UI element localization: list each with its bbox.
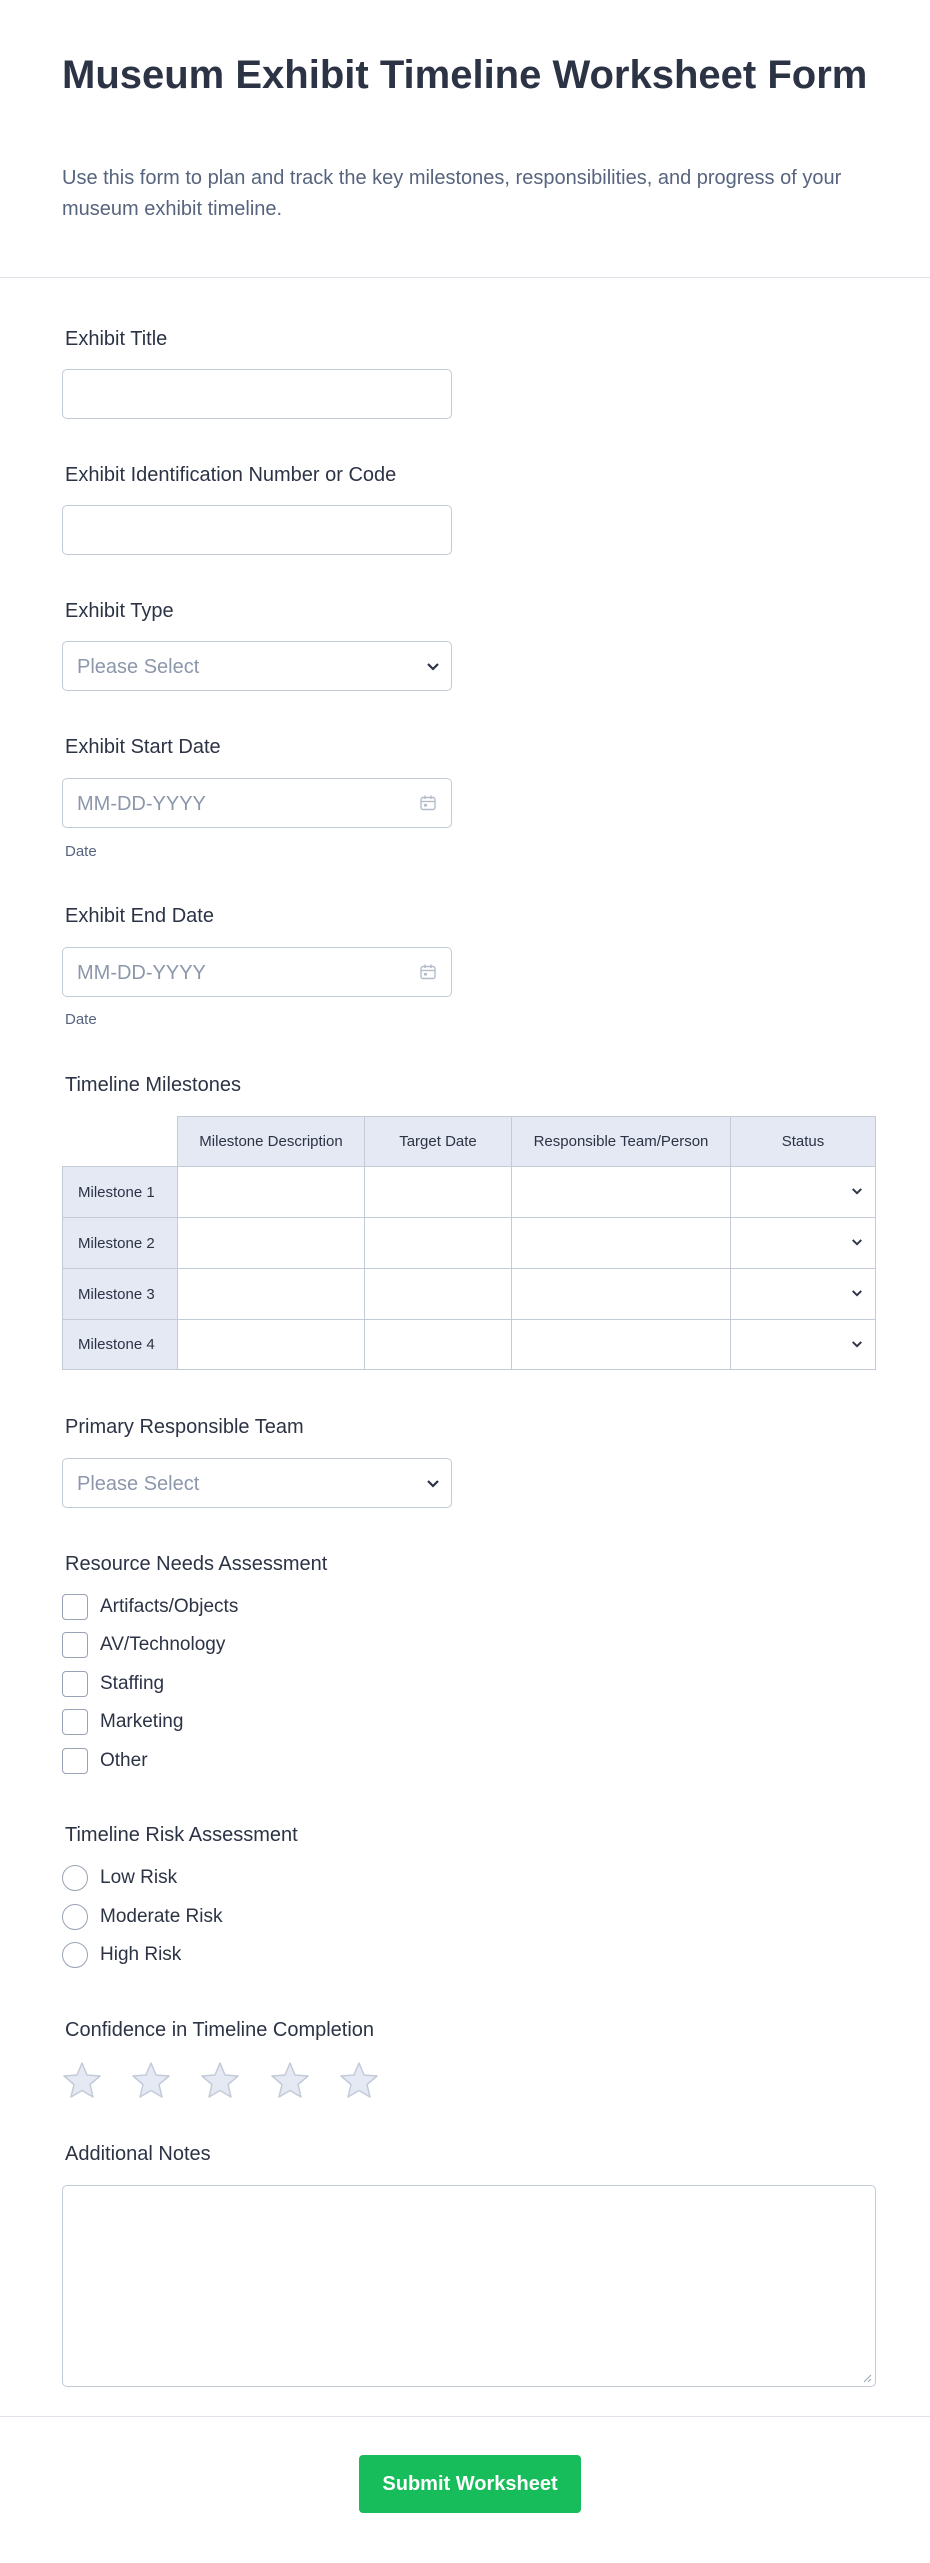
risk-option[interactable] (62, 1904, 223, 1930)
exhibit-type-select[interactable] (62, 641, 452, 691)
confidence-label: Confidence in Timeline Completion (65, 2019, 375, 2041)
responsible-team-cell[interactable] (511, 1166, 731, 1218)
radio-button[interactable] (62, 1942, 88, 1968)
primary-team-select[interactable] (62, 1458, 452, 1508)
resource-option-label[interactable]: Other (100, 1750, 148, 1771)
resource-option[interactable] (62, 1594, 238, 1620)
matrix-column-header: Status (730, 1116, 876, 1167)
chevron-down-icon (851, 1340, 863, 1349)
footer-divider (0, 2416, 930, 2417)
resource-option-label[interactable]: Artifacts/Objects (100, 1596, 239, 1617)
start-date-input[interactable] (62, 778, 452, 828)
exhibit-type-label: Exhibit Type (65, 600, 174, 622)
start-date-label: Exhibit Start Date (65, 736, 221, 758)
start-date-placeholder: MM-DD-YYYY (77, 793, 206, 815)
end-date-placeholder: MM-DD-YYYY (77, 962, 206, 984)
resource-option[interactable] (62, 1671, 164, 1697)
matrix-row-header: Milestone 4 (62, 1319, 178, 1370)
risk-option-label[interactable]: Moderate Risk (100, 1906, 223, 1927)
matrix-column-header: Responsible Team/Person (511, 1116, 731, 1167)
radio-button[interactable] (62, 1904, 88, 1930)
primary-team-label: Primary Responsible Team (65, 1416, 304, 1438)
risk-label: Timeline Risk Assessment (65, 1824, 298, 1846)
matrix-row-header: Milestone 3 (62, 1268, 178, 1320)
start-date-sublabel: Date (65, 843, 97, 860)
star-icon[interactable] (339, 2060, 379, 2100)
risk-option[interactable] (62, 1865, 177, 1891)
chevron-down-icon (851, 1238, 863, 1247)
target-date-cell[interactable] (364, 1166, 512, 1218)
checkbox[interactable] (62, 1632, 88, 1658)
chevron-down-icon (426, 662, 440, 672)
notes-textarea[interactable] (62, 2185, 876, 2387)
calendar-icon[interactable] (419, 963, 437, 981)
matrix-row-header: Milestone 1 (62, 1166, 178, 1218)
target-date-cell[interactable] (364, 1319, 512, 1370)
end-date-label: Exhibit End Date (65, 905, 214, 927)
status-select-cell[interactable] (730, 1268, 876, 1320)
form-header (0, 0, 930, 278)
checkbox[interactable] (62, 1709, 88, 1735)
chevron-down-icon (851, 1289, 863, 1298)
page-title: Museum Exhibit Timeline Worksheet Form (62, 53, 868, 97)
checkbox[interactable] (62, 1671, 88, 1697)
exhibit-title-label: Exhibit Title (65, 328, 168, 350)
star-icon[interactable] (200, 2060, 240, 2100)
resource-option[interactable] (62, 1748, 148, 1774)
exhibit-id-input[interactable] (62, 505, 452, 555)
primary-team-placeholder: Please Select (77, 1473, 200, 1495)
page-subtitle: Use this form to plan and track the key milestones, responsibilities, and progress of your museum exhibit timeline. (62, 167, 842, 220)
resource-option-label[interactable]: Marketing (100, 1711, 184, 1732)
checkbox[interactable] (62, 1594, 88, 1620)
status-select-cell[interactable] (730, 1217, 876, 1269)
target-date-cell[interactable] (364, 1268, 512, 1320)
milestone-description-cell[interactable] (177, 1217, 365, 1269)
risk-option[interactable] (62, 1942, 181, 1968)
milestone-description-cell[interactable] (177, 1166, 365, 1218)
resource-option-label[interactable]: AV/Technology (100, 1634, 226, 1655)
chevron-down-icon (851, 1187, 863, 1196)
milestone-description-cell[interactable] (177, 1268, 365, 1320)
milestones-label: Timeline Milestones (65, 1074, 241, 1096)
notes-label: Additional Notes (65, 2143, 211, 2165)
responsible-team-cell[interactable] (511, 1319, 731, 1370)
responsible-team-cell[interactable] (511, 1217, 731, 1269)
chevron-down-icon (426, 1479, 440, 1489)
resource-option[interactable] (62, 1709, 183, 1735)
exhibit-type-placeholder: Please Select (77, 656, 200, 678)
end-date-sublabel: Date (65, 1011, 97, 1028)
responsible-team-cell[interactable] (511, 1268, 731, 1320)
matrix-row-header: Milestone 2 (62, 1217, 178, 1269)
risk-option-label[interactable]: High Risk (100, 1944, 182, 1965)
status-select-cell[interactable] (730, 1166, 876, 1218)
radio-button[interactable] (62, 1865, 88, 1891)
matrix-column-header: Milestone Description (177, 1116, 365, 1167)
resources-label: Resource Needs Assessment (65, 1553, 328, 1575)
status-select-cell[interactable] (730, 1319, 876, 1370)
star-icon[interactable] (270, 2060, 310, 2100)
milestone-description-cell[interactable] (177, 1319, 365, 1370)
checkbox[interactable] (62, 1748, 88, 1774)
milestones-matrix (62, 1116, 876, 1370)
submit-button[interactable]: Submit Worksheet (359, 2455, 581, 2513)
exhibit-id-label: Exhibit Identification Number or Code (65, 464, 397, 486)
matrix-column-header: Target Date (364, 1116, 512, 1167)
end-date-input[interactable] (62, 947, 452, 997)
target-date-cell[interactable] (364, 1217, 512, 1269)
calendar-icon[interactable] (419, 794, 437, 812)
resource-option-label[interactable]: Staffing (100, 1673, 165, 1694)
resource-option[interactable] (62, 1632, 225, 1658)
exhibit-title-input[interactable] (62, 369, 452, 419)
risk-option-label[interactable]: Low Risk (100, 1867, 178, 1888)
resize-handle-icon[interactable] (862, 2373, 872, 2383)
star-icon[interactable] (131, 2060, 171, 2100)
star-icon[interactable] (62, 2060, 102, 2100)
